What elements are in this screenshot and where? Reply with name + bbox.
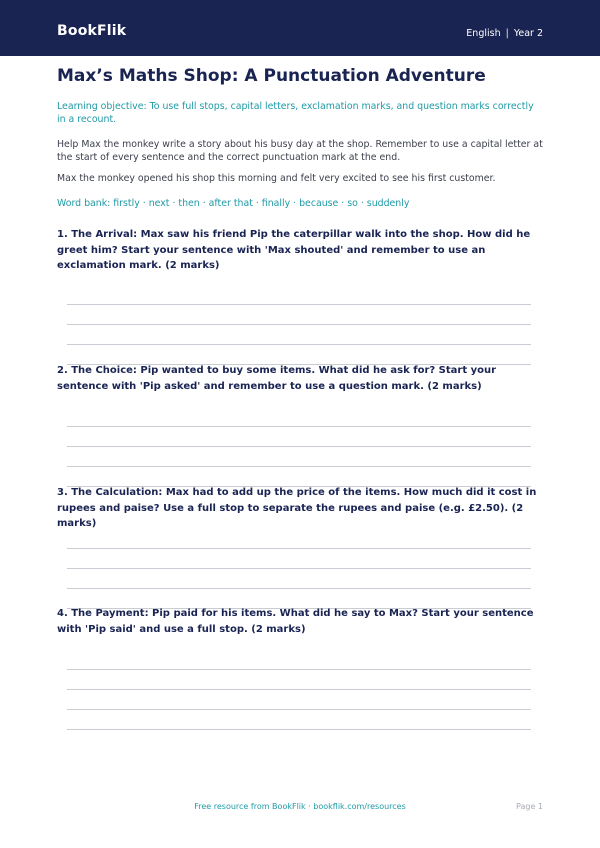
answer-line[interactable]	[67, 466, 531, 467]
year-label: Year 2	[513, 28, 543, 39]
answer-line[interactable]	[67, 548, 531, 549]
answer-line[interactable]	[67, 709, 531, 710]
header-bar	[0, 0, 600, 56]
page-title: Max’s Maths Shop: A Punctuation Adventure	[57, 66, 486, 86]
question-3: 3. The Calculation: Max had to add up the price of the items. How much did it cost in rupees and paise? Use a full stop to separate the rupees and paise (e.g. £2.50). (2 marks)	[57, 487, 537, 529]
answer-line[interactable]	[67, 426, 531, 427]
answer-line[interactable]	[67, 669, 531, 670]
question-2: 2. The Choice: Pip wanted to buy some items. What did he ask for? Start your sentence with 'Pip asked' and remember to use a question mark. (2 marks)	[57, 365, 497, 392]
brand-logo: BookFlik	[57, 23, 127, 39]
answer-line[interactable]	[67, 304, 531, 305]
answer-line[interactable]	[67, 324, 531, 325]
question-4: 4. The Payment: Pip paid for his items. What did he say to Max? Start your sentence with 'Pip said' and use a full stop. (2 marks)	[57, 608, 534, 635]
answer-line[interactable]	[67, 689, 531, 690]
subject-label: English	[466, 28, 501, 39]
answer-line[interactable]	[67, 588, 531, 589]
page-number: Page 1	[516, 802, 543, 811]
story-intro: Max the monkey opened his shop this morning and felt very excited to see his first customer.	[57, 173, 496, 184]
answer-line[interactable]	[67, 568, 531, 569]
learning-objective: Learning objective: To use full stops, capital letters, exclamation marks, and question marks correctly in a recount.	[57, 101, 534, 125]
word-bank: Word bank: firstly · next · then · after that · finally · because · so · suddenly	[57, 198, 410, 209]
question-1: 1. The Arrival: Max saw his friend Pip the caterpillar walk into the shop. How did he greet him? Start your sentence with 'Max shouted' and remember to use an exclamation mark. (2 marks)	[57, 229, 531, 271]
meta-separator: |	[505, 28, 509, 39]
answer-line[interactable]	[67, 729, 531, 730]
footer-credit[interactable]: Free resource from BookFlik · bookflik.com/resources	[194, 802, 406, 811]
answer-line[interactable]	[67, 344, 531, 345]
instructions: Help Max the monkey write a story about his busy day at the shop. Remember to use a capital letter at the start of every sentence and the correct punctuation mark at the end.	[57, 139, 543, 163]
header-meta	[466, 28, 543, 39]
answer-line[interactable]	[67, 446, 531, 447]
